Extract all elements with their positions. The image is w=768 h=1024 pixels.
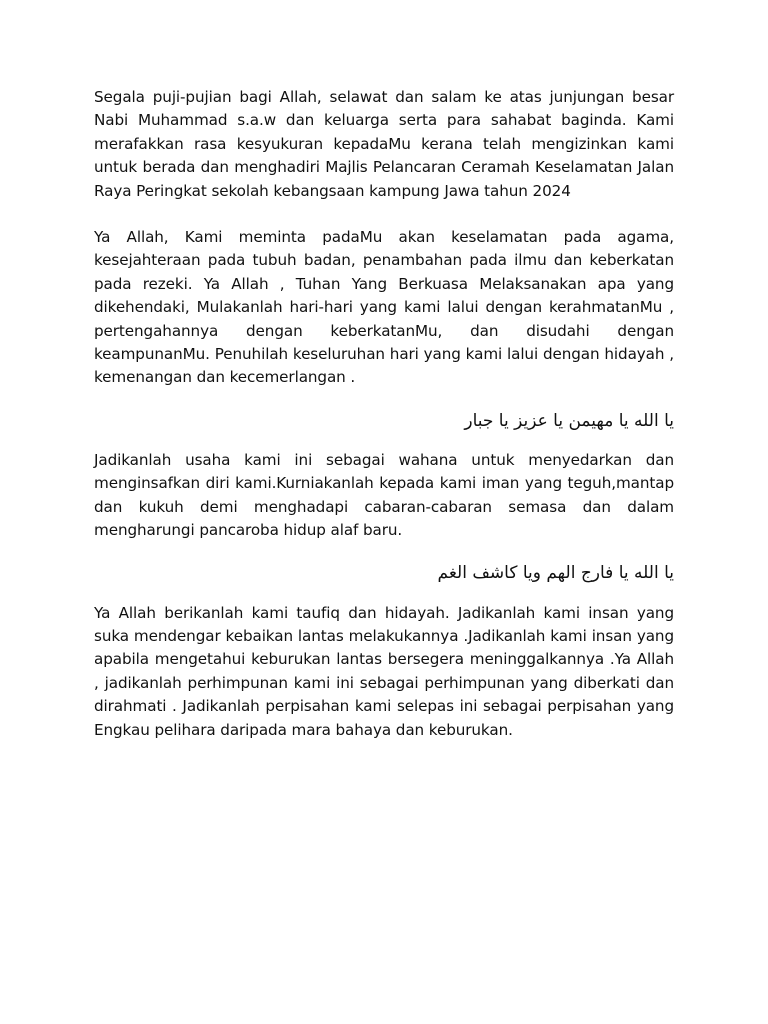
closing-paragraph: Ya Allah berikanlah kami taufiq dan hidayah. Jadikanlah kami insan yang suka mendengar kebaikan lantas melakukannya .Jadikanlah kami insan yang apabila mengetahui keburukan lantas bersegera meninggalkannya .Ya Allah , jadikanlah perhimpunan kami ini sebagai perhimpunan yang diberkati dan dirahmati . Jadikanlah perpisahan kami selepas ini sebagai perpisahan yang Engkau pelihara daripada mara bahaya dan keburukan. (94, 603, 674, 739)
arabic-invocation-2: يا الله يا فارج الهم ويا كاشف الغم (437, 562, 674, 583)
effort-paragraph: Jadikanlah usaha kami ini sebagai wahana untuk menyedarkan dan menginsafkan diri kami.Kurniakanlah kepada kami iman yang teguh,mantap dan kukuh demi menghadapi cabaran-cabaran semasa dan dalam mengharungi pancaroba hidup alaf baru. (94, 450, 674, 540)
opening-paragraph: Segala puji-pujian bagi Allah, selawat dan salam ke atas junjungan besar Nabi Muhammad s.a.w dan keluarga serta para sahabat baginda. Kami merafakkan rasa kesyukuran kepadaMu kerana telah mengizinkan kami untuk berada dan menghadiri Majlis Pelancaran Ceramah Keselamatan Jalan Raya Peringkat sekolah kebangsaan kampung Jawa tahun 2024 (94, 88, 674, 200)
arabic-invocation-1: يا الله يا مهيمن يا عزيز يا جبار (464, 410, 674, 431)
document-page (94, 86, 674, 742)
prayer-paragraph: Ya Allah, Kami meminta padaMu akan keselamatan pada agama, kesejahteraan pada tubuh badan, penambahan pada ilmu dan keberkatan pada rezeki. Ya Allah , Tuhan Yang Berkuasa Melaksanakan apa yang dikehendaki, Mulakanlah hari-hari yang kami lalui dengan kerahmatanMu , pertengahannya dengan keberkatanMu, dan disudahi dengan keampunanMu. Penuhilah keseluruhan hari yang kami lalui dengan hidayah , kemenangan dan kecemerlangan . (94, 228, 674, 387)
